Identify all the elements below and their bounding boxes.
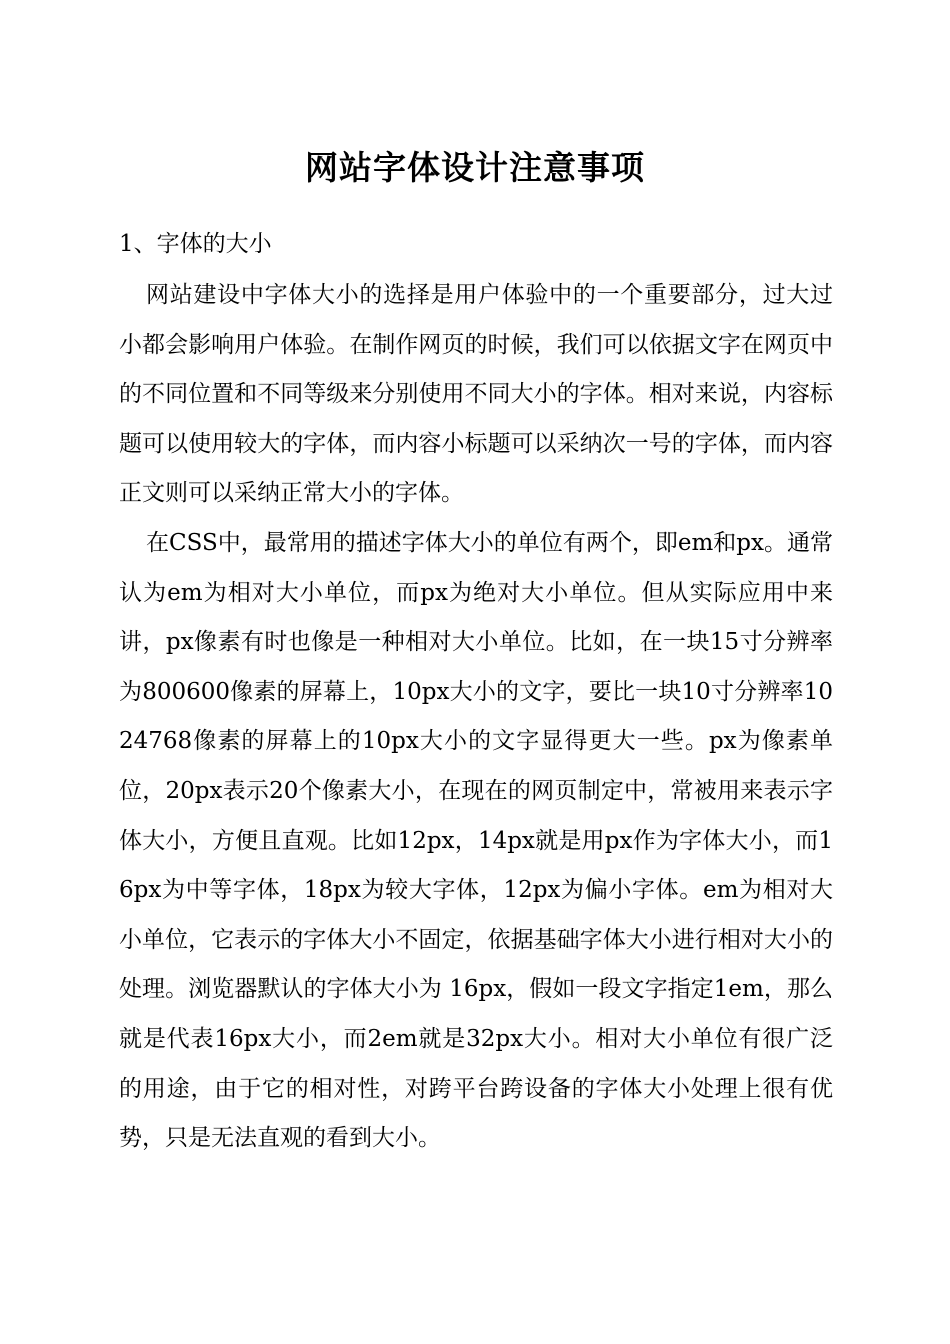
paragraph: 网站建设中字体大小的选择是用户体验中的一个重要部分，过大过小都会影响用户体验。在制作网页的时候，我们可以依据文字在网页中的不同位置和不同等级来分别使用不同大小的字体。相对来说，内容标题可以使用较大的字体，而内容小标题可以采纳次一号的字体，而内容正文则可以采纳正常大小的字体。 bbox=[119, 282, 833, 507]
document-title: 网站字体设计注意事项 bbox=[305, 148, 645, 187]
paragraph: 在CSS中，最常用的描述字体大小的单位有两个，即em和px。通常认为em为相对大小单位，而px为绝对大小单位。但从实际应用中来讲，px像素有时也像是一种相对大小单位。比如，在一块15寸分辨率为800600像素的屏幕上，10px大小的文字，要比一块10寸分辨率1024768像素的屏幕上的10px大小的文字显得更大一些。px为像素单位，20px表示20个像素大小，在现在的网页制定中，常被用来表示字体大小，方便且直观。比如12px，14px就是用px作为字体大小，而16px为中等字体，18px为较大字体，12px为偏小字体。em为相对大小单位，它表示的字体大小不固定，依据基础字体大小进行相对大小的处理。浏览器默认的字体大小为 16px，假如一段文字指定1em，那么就是代表16px大小，而2em就是32px大小。相对大小单位有很广泛的用途，由于它的相对性，对跨平台跨设备的字体大小处理上很有优势，只是无法直观的看到大小。 bbox=[119, 530, 833, 1152]
section-heading: 1、字体的大小 bbox=[119, 231, 272, 257]
